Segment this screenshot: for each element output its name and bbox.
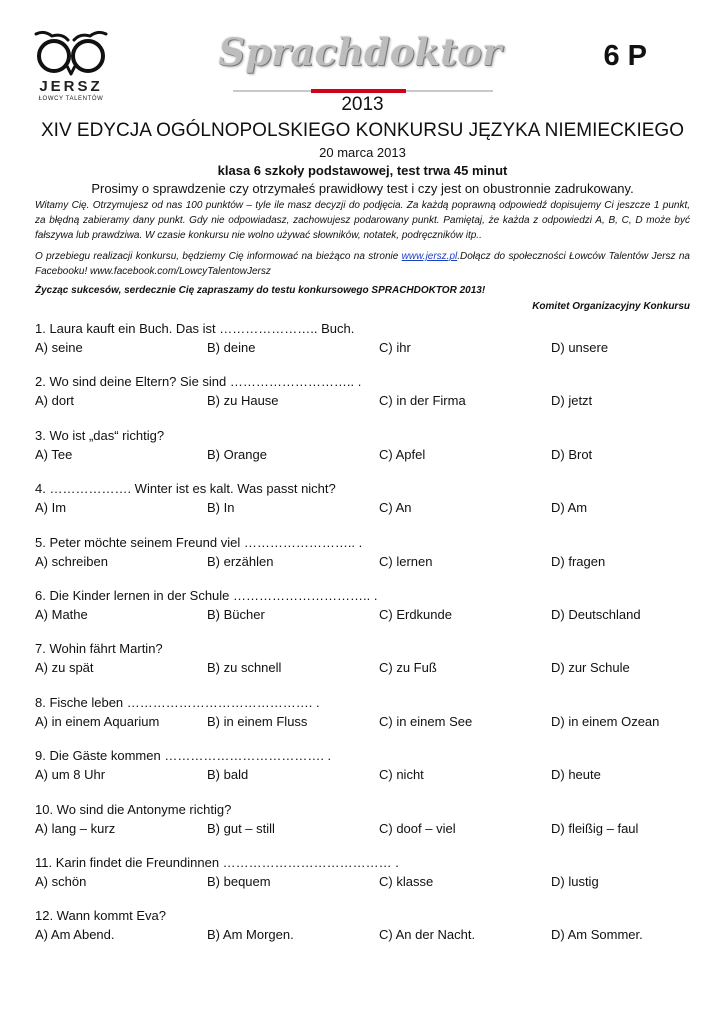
answer-option-c: C) Erdkunde — [379, 607, 452, 622]
answer-option-a: A) dort — [35, 393, 75, 408]
answer-option-a: A) um 8 Uhr — [35, 767, 106, 782]
info-text-after: .Dołącz do społeczności Łowców Talentów Jersz na Facebooku! www.facebook.com/LowcyTalentowJersz — [35, 251, 690, 277]
brand-name: Sprachdoktor — [218, 30, 502, 74]
answer-options — [35, 445, 690, 464]
committee-signature: Komitet Organizacyjny Konkursu — [532, 301, 690, 312]
question-text: 12. Wann kommt Eva? — [35, 908, 167, 923]
owl-eyes-icon — [30, 30, 112, 76]
answer-option-a: A) Am Abend. — [35, 927, 115, 942]
answer-option-a: A) lang – kurz — [35, 821, 116, 836]
class-info: klasa 6 szkoły podstawowej, test trwa 45 minut — [217, 163, 508, 178]
answer-option-c: C) doof – viel — [379, 821, 456, 836]
answer-option-c: C) in der Firma — [379, 393, 466, 408]
contest-date: 20 marca 2013 — [319, 145, 406, 160]
question — [35, 479, 690, 517]
answer-option-c: C) klasse — [379, 874, 434, 889]
answer-option-b: B) Am Morgen. — [207, 927, 294, 942]
answer-option-c: C) in einem See — [379, 714, 473, 729]
answer-options — [35, 498, 690, 517]
answer-option-b: B) Orange — [207, 447, 267, 462]
answer-option-b: B) in einem Fluss — [207, 714, 308, 729]
answer-option-a: A) Im — [35, 500, 67, 515]
answer-option-d: D) Am Sommer. — [551, 927, 643, 942]
answer-option-c: C) An — [379, 500, 412, 515]
answer-option-c: C) ihr — [379, 340, 411, 355]
website-link[interactable]: www.jersz.pl — [401, 251, 458, 262]
answer-option-a: A) seine — [35, 340, 83, 355]
question-text: 6. Die Kinder lernen in der Schule ………………………….. . — [35, 588, 378, 603]
answer-option-a: A) schön — [35, 874, 87, 889]
answer-option-b: B) bequem — [207, 874, 271, 889]
logo-tagline: ŁOWCY TALENTÓW — [38, 96, 104, 102]
answer-option-b: B) erzählen — [207, 554, 274, 569]
answer-option-d: D) unsere — [551, 340, 609, 355]
answer-option-b: B) Bücher — [207, 607, 265, 622]
answer-option-d: D) Deutschland — [551, 607, 641, 622]
answer-option-a: A) in einem Aquarium — [35, 714, 160, 729]
answer-options — [35, 605, 690, 624]
info-paragraph — [35, 249, 690, 279]
question — [35, 372, 690, 410]
answer-options — [35, 658, 690, 677]
answer-option-b: B) zu Hause — [207, 393, 279, 408]
question — [35, 693, 690, 731]
brand-logo — [215, 32, 505, 72]
question-text: 2. Wo sind deine Eltern? Sie sind ……………………….. . — [35, 374, 362, 389]
question — [35, 586, 690, 624]
answer-option-a: A) Tee — [35, 447, 73, 462]
answer-option-d: D) Brot — [551, 447, 593, 462]
answer-option-c: C) nicht — [379, 767, 424, 782]
answer-options — [35, 925, 690, 944]
question — [35, 533, 690, 571]
question-text: 8. Fische leben ……………………………………. . — [35, 695, 320, 710]
answer-options — [35, 872, 690, 891]
question — [35, 853, 690, 891]
info-text-before: O przebiegu realizacji konkursu, będziemy Cię informować na bieżąco na stronie — [35, 251, 402, 262]
question-text: 4. ………………. Winter ist es kalt. Was passt nicht? — [35, 481, 336, 496]
question-text: 11. Karin findet die Freundinnen ………………………………… . — [35, 855, 399, 870]
question — [35, 319, 690, 357]
jersz-logo — [30, 30, 112, 102]
question — [35, 746, 690, 784]
answer-option-b: B) deine — [207, 340, 256, 355]
question-text: 7. Wohin fährt Martin? — [35, 641, 163, 656]
answer-option-b: B) In — [207, 500, 235, 515]
answer-option-a: A) schreiben — [35, 554, 108, 569]
check-notice: Prosimy o sprawdzenie czy otrzymałeś prawidłowy test i czy jest on obustronnie zadrukowany. — [91, 181, 634, 196]
answer-options — [35, 819, 690, 838]
question-text: 1. Laura kauft ein Buch. Das ist ………………….. Buch. — [35, 321, 355, 336]
question-text: 9. Die Gäste kommen ………………………………. . — [35, 748, 332, 763]
contest-title: XIV EDYCJA OGÓLNOPOLSKIEGO KONKURSU JĘZYKA NIEMIECKIEGO — [41, 120, 684, 141]
answer-option-c: C) lernen — [379, 554, 433, 569]
question-text: 3. Wo ist „das“ richtig? — [35, 428, 165, 443]
wish-line: Życząc sukcesów, serdecznie Cię zapraszamy do testu konkursowego SPRACHDOKTOR 2013! — [35, 285, 486, 296]
rules-paragraph: Witamy Cię. Otrzymujesz od nas 100 punktów – tyle ile masz decyzji do podjęcia. Za każdą poprawną odpowiedź dopisujemy Ci jeszcze 1 punkt, za błędną zabieramy dany punkt. Gdy nie odpowiadasz, zachowujesz podarowany punkt. Pamiętaj, że każda z odpowiedzi A, B, C, D może być fałszywa lub prawdziwa. W czasie konkursu nie wolno używać słowników, notatek, podręczników itp.. — [35, 200, 690, 241]
answer-option-b: B) zu schnell — [207, 660, 282, 675]
answer-option-b: B) gut – still — [207, 821, 275, 836]
answer-options — [35, 765, 690, 784]
answer-options — [35, 552, 690, 571]
answer-option-a: A) zu spät — [35, 660, 94, 675]
answer-option-d: D) heute — [551, 767, 601, 782]
answer-options — [35, 712, 690, 731]
answer-option-c: C) zu Fuß — [379, 660, 437, 675]
answer-option-d: D) Am — [551, 500, 588, 515]
answer-option-d: D) lustig — [551, 874, 599, 889]
brand-underline — [233, 89, 493, 93]
question — [35, 426, 690, 464]
logo-word: JERSZ — [39, 78, 103, 95]
grade-label: 6 P — [603, 40, 647, 72]
answer-option-b: B) bald — [207, 767, 249, 782]
question-text: 10. Wo sind die Antonyme richtig? — [35, 802, 232, 817]
answer-option-d: D) in einem Ozean — [551, 714, 660, 729]
question — [35, 906, 690, 944]
answer-option-a: A) Mathe — [35, 607, 88, 622]
answer-option-c: C) An der Nacht. — [379, 927, 476, 942]
answer-option-c: C) Apfel — [379, 447, 426, 462]
answer-option-d: D) jetzt — [551, 393, 593, 408]
answer-options — [35, 391, 690, 410]
answer-option-d: D) zur Schule — [551, 660, 630, 675]
question-text: 5. Peter möchte seinem Freund viel …………………….. . — [35, 535, 363, 550]
answer-option-d: D) fleißig – faul — [551, 821, 639, 836]
question — [35, 639, 690, 677]
answer-option-d: D) fragen — [551, 554, 606, 569]
answer-options — [35, 338, 690, 357]
question — [35, 800, 690, 838]
contest-year: 2013 — [341, 94, 384, 115]
